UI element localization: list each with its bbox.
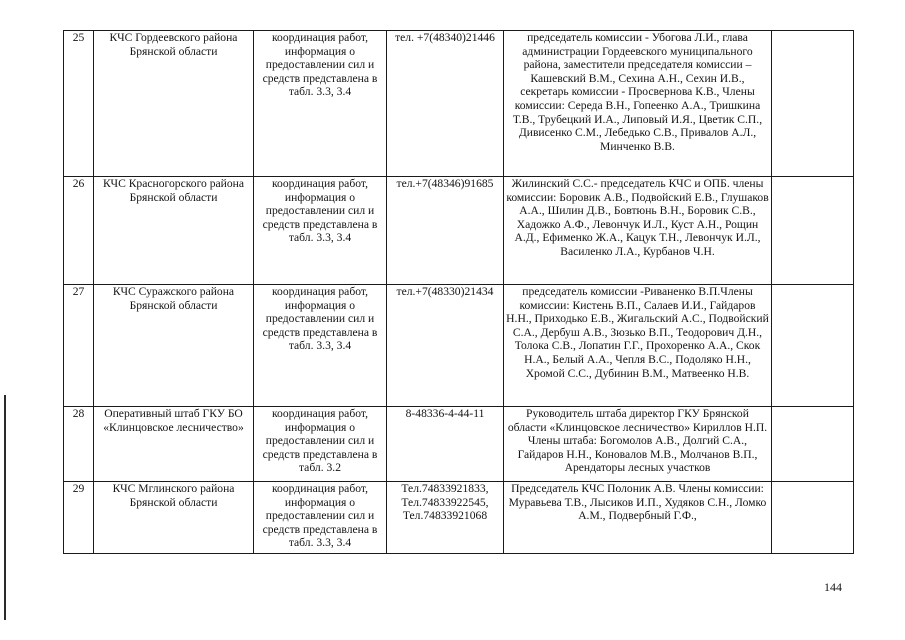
table-row (64, 407, 854, 482)
page-number: 144 (824, 580, 842, 594)
organization-cell: Оперативный штаб ГКУ БО «Клинцовское лесничество» (94, 407, 254, 482)
function-cell: координация работ, информация о предоставлении сил и средств представлена в табл. 3.2 (254, 407, 387, 482)
members-cell: Жилинский С.С.- председатель КЧС и ОПБ. члены комиссии: Боровик А.В., Подвойский Е.В., Глушаков А.А., Шилин Д.В., Бовтюнь В.Н., Боровик С.В., Хадожко А.Ф., Левончук И.Л., Куст А.Н., Рощин А.Д., Ефименко Ж.А., Кацук Т.Н., Левончук И.Л., Василенко Л.А., Курбанов Ч.Н. (504, 177, 772, 285)
table-row (64, 482, 854, 554)
function-cell: координация работ, информация о предоставлении сил и средств представлена в табл. 3.3, 3.4 (254, 31, 387, 177)
empty-cell (772, 31, 854, 177)
row-number: 25 (64, 31, 94, 177)
table-row (64, 177, 854, 285)
table-row (64, 31, 854, 177)
members-cell: Председатель КЧС Полоник А.В. Члены комиссии: Муравьева Т.В., Лысиков И.П., Худяков С.Н., Ломко А.М., Подвербный Г.Ф., (504, 482, 772, 554)
organization-cell: КЧС Красногорского района Брянской области (94, 177, 254, 285)
row-number: 28 (64, 407, 94, 482)
scan-edge-mark (4, 395, 6, 620)
commissions-table (63, 30, 854, 554)
contact-cell: тел.+7(48330)21434 (387, 285, 504, 407)
empty-cell (772, 177, 854, 285)
empty-cell (772, 407, 854, 482)
row-number: 27 (64, 285, 94, 407)
members-cell: Руководитель штаба директор ГКУ Брянской области «Клинцовское лесничество» Кириллов Н.П. Члены штаба: Богомолов А.В., Долгий С.А., Гайдаров Н.Н., Коновалов М.В., Молчанов В.П., Арендаторы лесных участков (504, 407, 772, 482)
members-cell: председатель комиссии - Убогова Л.И., глава администрации Гордеевского муниципального района, заместители председателя комиссии – Кашевский В.М., Сехина А.Н., Сехин И.В., секретарь комиссии - Просвернова К.В., Члены комиссии: Середа В.Н., Гопеенко А.А., Тришкина Т.В., Трубецкий И.А., Липовый И.Я., Цветик С.П., Дивисенко С.М., Лебедько С.В., Привалов А.Л., Минченко В.В. (504, 31, 772, 177)
members-cell: председатель комиссии -Риваненко В.П.Члены комиссии: Кистень В.П., Салаев И.И., Гайдаров Н.Н., Приходько Е.В., Жигальский А.С., Подвойский С.А., Дербуш А.В., Зюзько В.П., Теодорович Д.Н., Толока С.В., Лопатин Г.Г., Прохоренко А.А., Скок Н.А., Белый А.А., Чепля В.С., Подоляко Н.Н., Хромой С.С., Дубинин В.М., Матвеенко Н.В. (504, 285, 772, 407)
function-cell: координация работ, информация о предоставлении сил и средств представлена в табл. 3.3, 3.4 (254, 482, 387, 554)
organization-cell: КЧС Суражского района Брянской области (94, 285, 254, 407)
contact-cell: тел. +7(48340)21446 (387, 31, 504, 177)
organization-cell: КЧС Мглинского района Брянской области (94, 482, 254, 554)
contact-cell: 8-48336-4-44-11 (387, 407, 504, 482)
contact-cell: Тел.74833921833, Тел.74833922545, Тел.74833921068 (387, 482, 504, 554)
organization-cell: КЧС Гордеевского района Брянской области (94, 31, 254, 177)
empty-cell (772, 482, 854, 554)
empty-cell (772, 285, 854, 407)
contact-cell: тел.+7(48346)91685 (387, 177, 504, 285)
row-number: 29 (64, 482, 94, 554)
row-number: 26 (64, 177, 94, 285)
function-cell: координация работ, информация о предоставлении сил и средств представлена в табл. 3.3, 3.4 (254, 177, 387, 285)
table-row (64, 285, 854, 407)
function-cell: координация работ, информация о предоставлении сил и средств представлена в табл. 3.3, 3.4 (254, 285, 387, 407)
